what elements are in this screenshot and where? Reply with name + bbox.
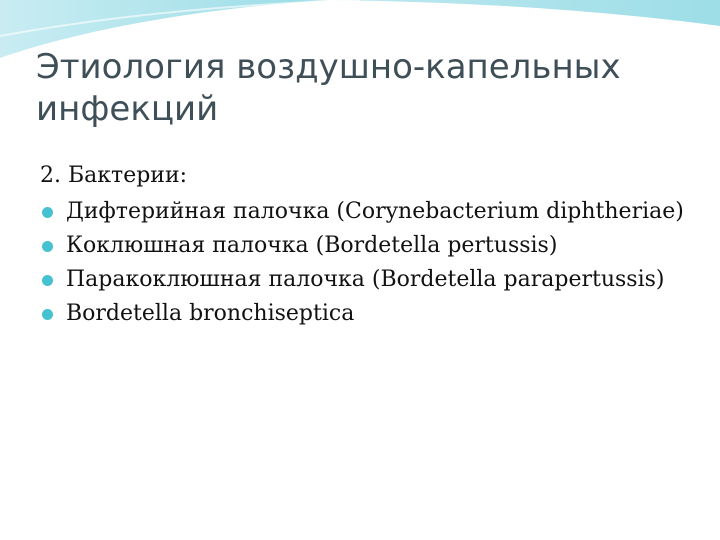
slide-title: Этиология воздушно-капельных инфекций [36,47,621,129]
list-item [40,230,700,262]
bullet-list [40,196,700,330]
bullet-dot-icon [42,309,53,320]
list-item-text: Коклюшная палочка (Bordetella pertussis) [66,233,558,258]
list-item-text: Паракоклюшная палочка (Bordetella parapertussis) [66,267,665,292]
bullet-dot-icon [42,207,53,218]
bullet-dot-icon [42,275,53,286]
list-item-text: Bordetella bronchiseptica [66,301,355,326]
list-item-text: Дифтерийная палочка (Corynebacterium diphtheriae) [66,199,684,224]
list-item [40,196,700,228]
list-item [40,298,700,330]
list-item [40,264,700,296]
bullet-dot-icon [42,241,53,252]
section-heading: 2. Бактерии: [40,163,188,188]
slide-body [40,160,700,332]
